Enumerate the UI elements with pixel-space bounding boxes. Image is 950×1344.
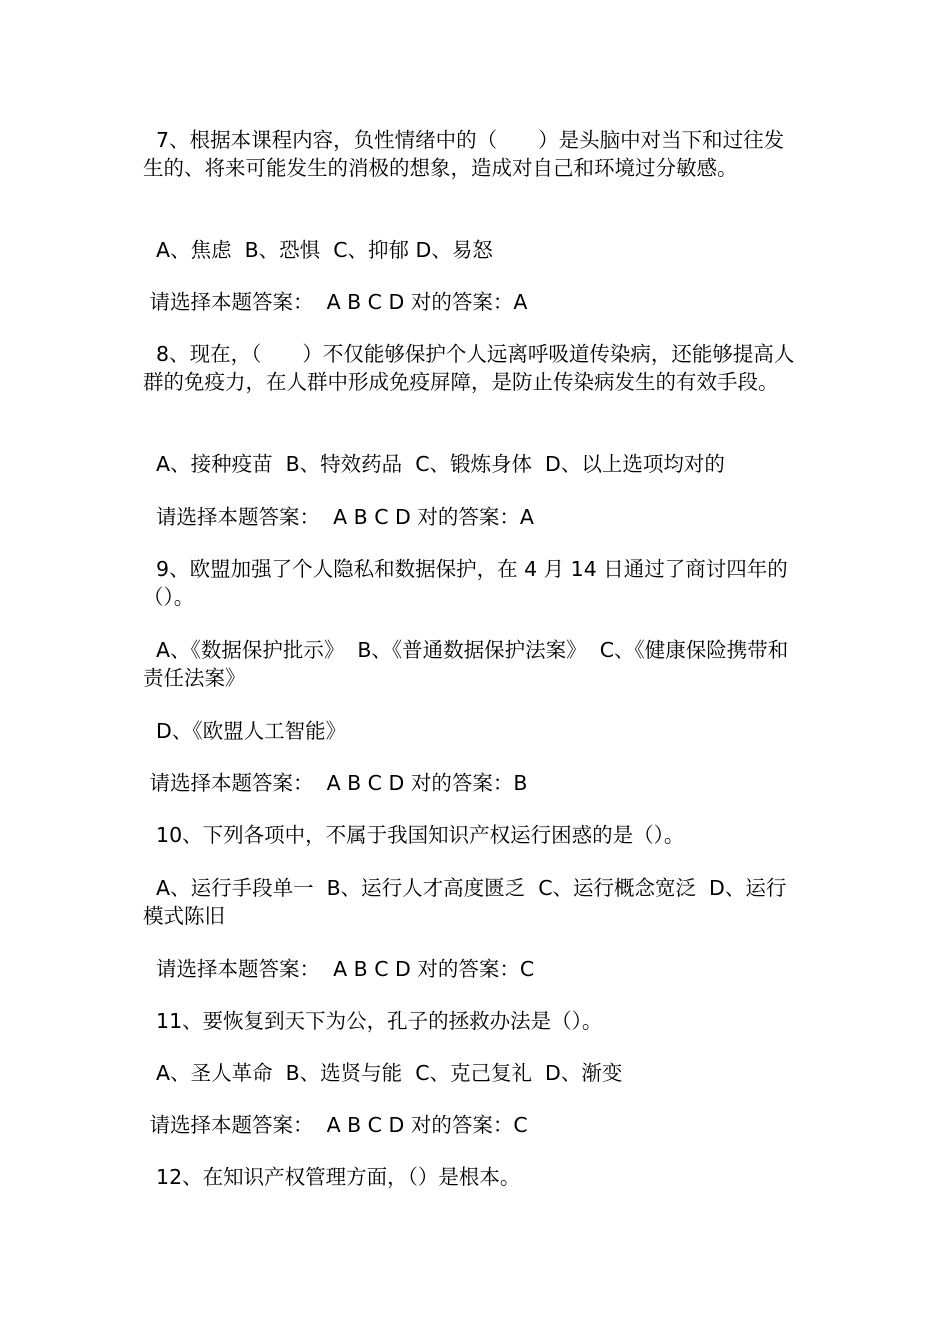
question-8-options: A、接种疫苗 B、特效药品 C、锻炼身体 D、以上选项均对的 <box>143 452 725 476</box>
question-10-options: A、运行手段单一 B、运行人才高度匮乏 C、运行概念宽泛 D、运行模式陈旧 <box>143 876 787 928</box>
question-7-stem: 7、根据本课程内容，负性情绪中的（ ）是头脑中对当下和过往发生的、将来可能发生的消极的想象，造成对自己和环境过分敏感。 <box>143 128 785 180</box>
question-12-stem: 12、在知识产权管理方面，（）是根本。 <box>143 1165 521 1189</box>
question-8-answer: 请选择本题答案： A B C D 对的答案：A <box>143 505 534 529</box>
question-10-stem: 10、下列各项中，不属于我国知识产权运行困惑的是（）。 <box>143 823 685 847</box>
question-7-options: A、焦虑 B、恐惧 C、抑郁 D、易怒 <box>143 238 493 262</box>
question-9-answer: 请选择本题答案： A B C D 对的答案：B <box>143 771 528 795</box>
question-11-stem: 11、要恢复到天下为公，孔子的拯救办法是（）。 <box>143 1009 603 1033</box>
question-9-stem: 9、欧盟加强了个人隐私和数据保护，在 4 月 14 日通过了商讨四年的（）。 <box>143 557 788 609</box>
question-11-options: A、圣人革命 B、选贤与能 C、克己复礼 D、渐变 <box>143 1061 623 1085</box>
question-7-answer: 请选择本题答案： A B C D 对的答案：A <box>143 290 528 314</box>
question-9-options-line-2: D、《欧盟人工智能》 <box>143 719 347 743</box>
question-9-options-line-1: A、《数据保护批示》 B、《普通数据保护法案》 C、《健康保险携带和责任法案》 <box>143 638 789 690</box>
question-8-stem: 8、现在，（ ）不仅能够保护个人远离呼吸道传染病，还能够提高人群的免疫力，在人群中形成免疫屏障，是防止传染病发生的有效手段。 <box>143 342 795 394</box>
question-11-answer: 请选择本题答案： A B C D 对的答案：C <box>143 1113 528 1137</box>
question-10-answer: 请选择本题答案： A B C D 对的答案：C <box>143 957 535 981</box>
